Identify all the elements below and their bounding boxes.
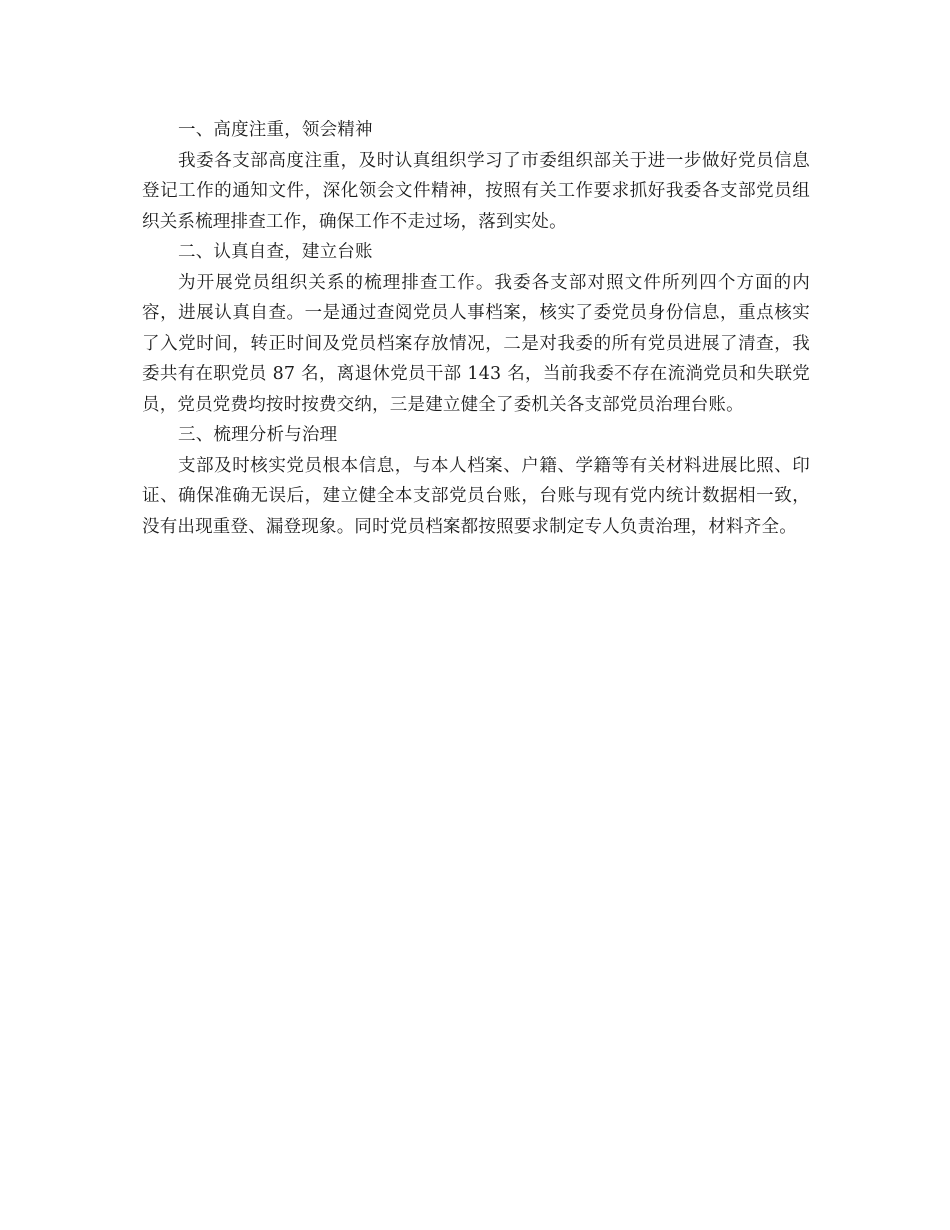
section-paragraph-1: 我委各支部高度注重，及时认真组织学习了市委组织部关于进一步做好党员信息登记工作的通知文件，深化领会文件精神，按照有关工作要求抓好我委各支部党员组织关系梳理排查工作，确保工作不走过场，落到实处。 bbox=[142, 150, 810, 232]
section-paragraph-2: 为开展党员组织关系的梳理排查工作。我委各支部对照文件所列四个方面的内容，进展认真自查。一是通过查阅党员人事档案，核实了委党员身份信息，重点核实了入党时间，转正时间及党员档案存放情况，二是对我委的所有党员进展了清查，我委共有在职党员 87 名，离退休党员干部 143 名，当前我委不存在流淌党员和失联党员，党员党费均按时按费交纳，三是建立健全了委机关各支部党员治理台账。 bbox=[142, 272, 810, 415]
section-paragraph-3: 支部及时核实党员根本信息，与本人档案、户籍、学籍等有关材料进展比照、印证、确保准确无误后，建立健全本支部党员台账，台账与现有党内统计数据相一致，没有出现重登、漏登现象。同时党员档案都按照要求制定专人负责治理，材料齐全。 bbox=[142, 455, 810, 537]
section-heading-2: 二、认真自查，建立台账 bbox=[178, 242, 373, 262]
section-heading-3: 三、梳理分析与治理 bbox=[178, 425, 338, 445]
document-body bbox=[142, 115, 810, 542]
section-heading-1: 一、高度注重，领会精神 bbox=[178, 120, 373, 140]
